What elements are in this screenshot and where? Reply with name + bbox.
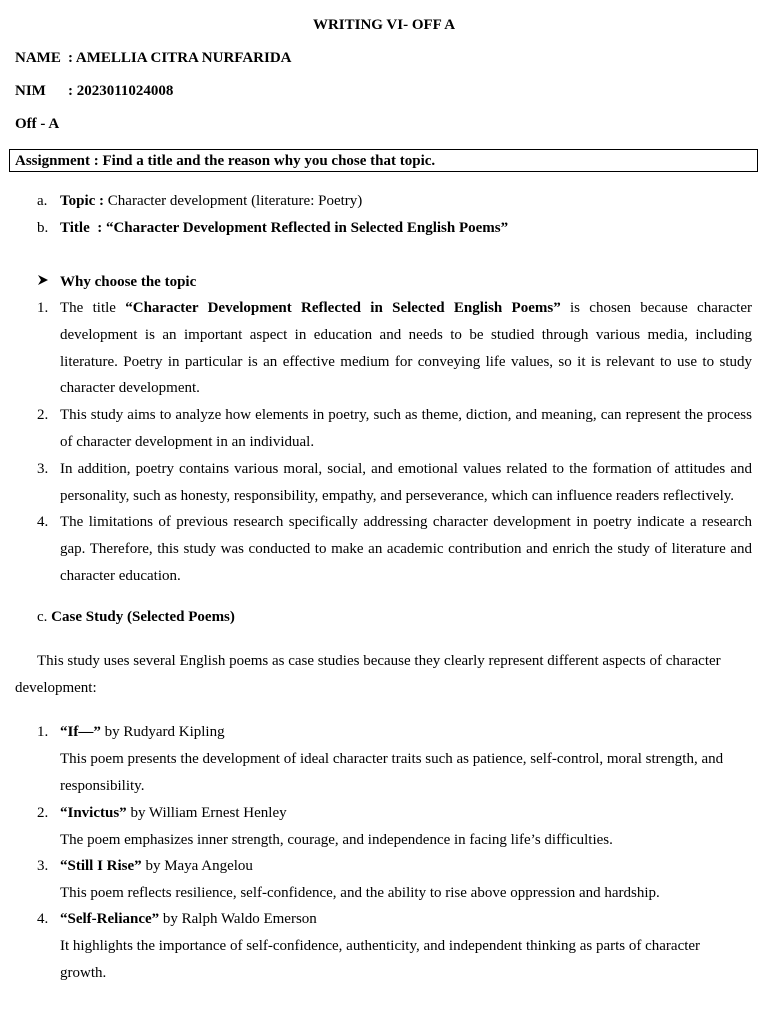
assignment-text: Assignment : Find a title and the reason why you chose that topic. [15,153,436,169]
poem-title: “Self-Reliance” [60,911,160,927]
arrow-bullet-icon [37,272,49,292]
why-item-number: 2. [37,407,49,423]
poem-author: by William Ernest Henley [126,805,287,821]
topic-marker: a. [37,193,48,209]
why-item-4: The limitations of previous research specifically addressing character development in poetry indicate a research gap. Therefore, this study was conducted to make an academic contribution and enrich the study of literature and character education. [60,514,752,584]
why-heading: Why choose the topic [60,274,197,290]
poem-author: by Ralph Waldo Emerson [159,911,317,927]
poem-description: It highlights the importance of self-confidence, authenticity, and independent thinking as parts of character growth. [60,937,701,981]
why-item-number: 4. [37,514,49,530]
poem-title: “If—” [60,724,101,740]
topic-label: Topic : [60,193,105,209]
title-line: Title : “Character Development Reflected in Selected English Poems” [60,220,509,236]
why-item-2: This study aims to analyze how elements in poetry, such as theme, diction, and meaning, can represent the process of character development in an individual. [60,407,752,450]
class-label: Off - A [15,116,60,132]
title-marker: b. [37,220,49,236]
poem-number: 1. [37,724,49,740]
why-item-1: The title “Character Development Reflected in Selected English Poems” is chosen because character development is an important aspect in education and needs to be studied through various media, including literature. Poetry in particular is an effective medium for conveying life values, so it is relevant to use to study character development. [60,300,752,397]
why-item-3: In addition, poetry contains various moral, social, and emotional values related to the formation of attitudes and personality, such as honesty, responsibility, empathy, and perseverance, which can influence readers reflectively. [60,461,752,504]
name-label: NAME [15,50,61,66]
poem-title: “Invictus” [60,805,127,821]
why-item-1-title: “Character Development Reflected in Selected English Poems” [125,300,561,316]
nim-label: NIM [15,83,46,99]
poem-number: 3. [37,858,49,874]
poem-item-2 [60,800,740,854]
poem-item-4 [60,906,740,986]
poem-number: 2. [37,805,49,821]
poem-author: by Maya Angelou [141,858,253,874]
poem-number: 4. [37,911,49,927]
nim-value: : 2023011024008 [68,83,174,99]
why-item-number: 3. [37,461,49,477]
poem-description: This poem presents the development of ideal character traits such as patience, self-control, moral strength, and responsibility. [60,750,724,794]
poem-description: This poem reflects resilience, self-confidence, and the ability to rise above oppression and hardship. [60,884,660,901]
assignment-box [9,149,758,172]
document-title: WRITING VI- OFF A [312,17,456,33]
poem-item-1 [60,719,740,799]
why-item-number: 1. [37,300,49,316]
poem-item-3 [60,853,740,907]
poem-author: by Rudyard Kipling [100,724,225,740]
topic-line [60,191,362,211]
topic-value: Character development (literature: Poetry) [104,193,363,209]
case-study-intro: This study uses several English poems as case studies because they clearly represent different aspects of character development: [15,653,721,696]
poem-description: The poem emphasizes inner strength, courage, and independence in facing life’s difficulties. [60,831,613,848]
name-value: : AMELLIA CITRA NURFARIDA [68,50,292,66]
poem-title: “Still I Rise” [60,858,142,874]
case-study-heading: c. Case Study (Selected Poems) [37,609,235,625]
